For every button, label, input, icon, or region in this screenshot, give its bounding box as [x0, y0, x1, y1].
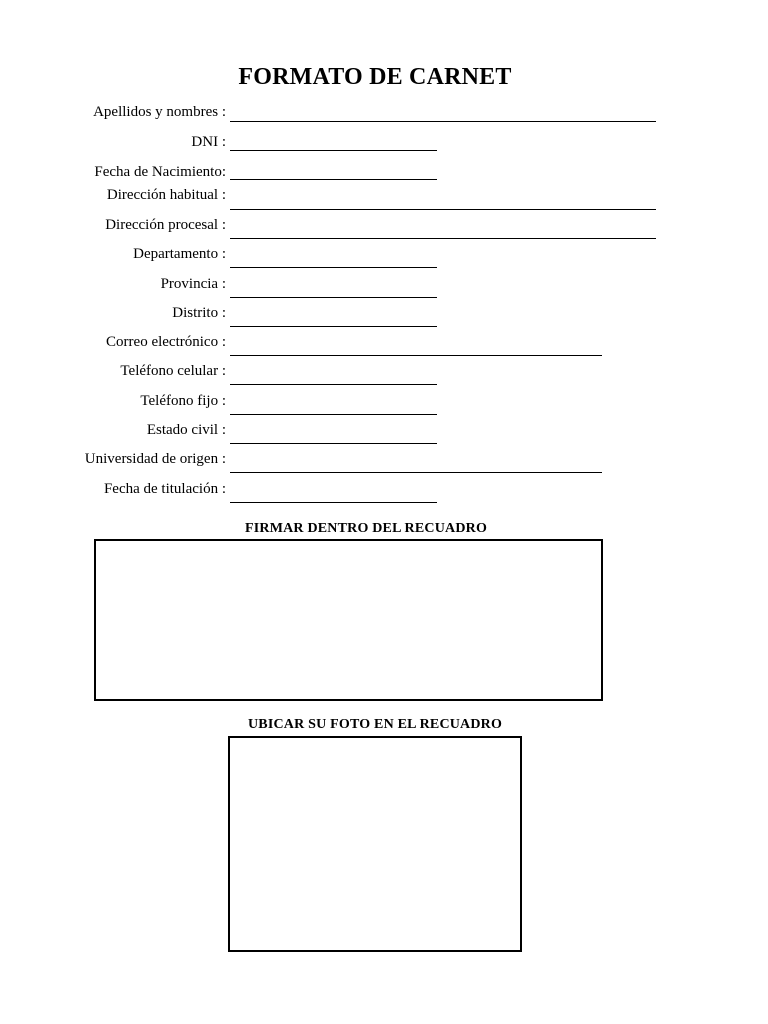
label-dni: DNI : — [191, 134, 226, 150]
label-telefono-fijo: Teléfono fijo : — [140, 393, 226, 409]
field-telefono-celular[interactable] — [230, 384, 437, 385]
signature-box[interactable] — [94, 539, 603, 701]
field-departamento[interactable] — [230, 267, 437, 268]
label-telefono-celular: Teléfono celular : — [120, 363, 226, 379]
label-provincia: Provincia : — [160, 276, 226, 292]
page-title: FORMATO DE CARNET — [238, 64, 512, 90]
field-correo-electronico[interactable] — [230, 355, 602, 356]
field-direccion-procesal[interactable] — [230, 238, 656, 239]
field-universidad-origen[interactable] — [230, 472, 602, 473]
label-correo-electronico: Correo electrónico : — [106, 334, 226, 350]
label-direccion-habitual: Dirección habitual : — [106, 187, 226, 203]
photo-caption: UBICAR SU FOTO EN EL RECUADRO — [248, 717, 503, 732]
field-apellidos-nombres[interactable] — [230, 121, 656, 122]
label-departamento: Departamento : — [133, 246, 226, 262]
field-direccion-habitual[interactable] — [230, 209, 656, 210]
label-distrito: Distrito : — [172, 305, 226, 321]
field-distrito[interactable] — [230, 326, 437, 327]
label-fecha-nacimiento: Fecha de Nacimiento: — [94, 164, 226, 180]
label-estado-civil: Estado civil : — [146, 422, 226, 438]
label-universidad-origen: Universidad de origen : — [84, 451, 226, 467]
field-fecha-nacimiento[interactable] — [230, 179, 437, 180]
field-estado-civil[interactable] — [230, 443, 437, 444]
label-apellidos-nombres: Apellidos y nombres : — [93, 104, 226, 120]
field-provincia[interactable] — [230, 297, 437, 298]
field-telefono-fijo[interactable] — [230, 414, 437, 415]
label-direccion-procesal: Dirección procesal : — [105, 217, 226, 233]
photo-box[interactable] — [228, 736, 522, 952]
signature-caption: FIRMAR DENTRO DEL RECUADRO — [245, 521, 488, 536]
field-fecha-titulacion[interactable] — [230, 502, 437, 503]
field-dni[interactable] — [230, 150, 437, 151]
label-fecha-titulacion: Fecha de titulación : — [103, 481, 226, 497]
